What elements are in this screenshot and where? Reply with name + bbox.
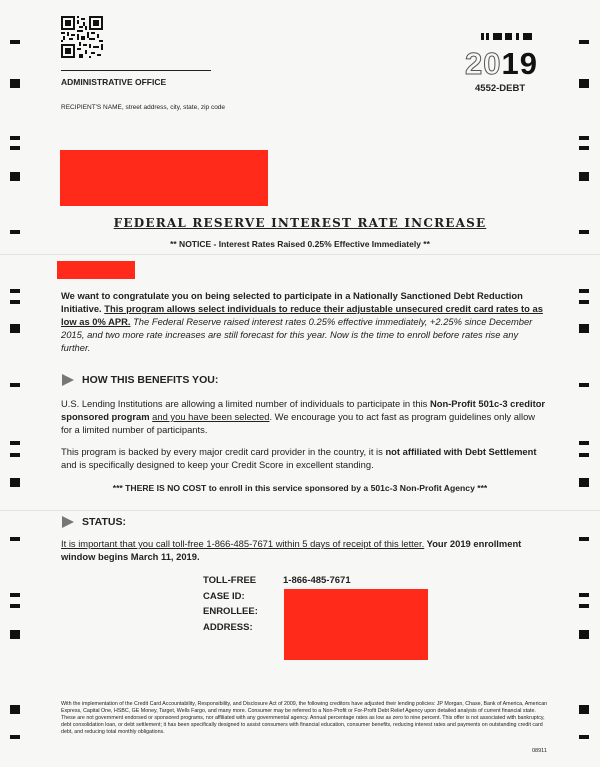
p2-text-a: This program is backed by every major credit card provider in the country, it is — [61, 446, 386, 457]
case-id-label: CASE ID: — [203, 591, 245, 602]
edge-mark — [10, 146, 20, 150]
year-prefix: 20 — [465, 46, 502, 81]
edge-mark — [579, 383, 589, 387]
edge-mark — [579, 136, 589, 140]
fine-print-disclosure: With the implementation of the Credit Card Accountability, Responsibility, and Disclosure Act of 2009, the following creditors have adjusted their lending policies: JP Morgan, Chase, Bank of America, American Express, Capital One, HSBC, GE Money, Target, Wells Fargo, and many more. Consumer may be referred to a Non-Profit or For-Profit Debt Relief Agency upon detailed analysis of current financial state. These are not government endorsed or sponsored programs, nor affiliated with any governmental agency. Annual percentage rates as low as zero to nine percent. This offer is not associated with bankruptcy, debt consolidation loan, or debt settlement; it has been specifically designed to assist consumers with financial education, consumer benefits, reducing interest rates and payments on outstanding credit card debt, and reducing total monthly obligations. — [61, 701, 548, 735]
edge-mark — [10, 630, 20, 639]
tollfree-number: 1-866-485-7671 — [283, 575, 351, 586]
benefits-title: HOW THIS BENEFITS YOU: — [82, 374, 219, 386]
edge-mark — [10, 40, 20, 44]
edge-mark — [579, 79, 589, 88]
status-paragraph — [61, 537, 547, 563]
edge-mark — [579, 441, 589, 445]
no-cost-line: *** THERE IS NO COST to enroll in this service sponsored by a 501c-3 Non-Profit Agency *** — [112, 483, 488, 493]
p2-text-b: not affiliated with Debt Settlement — [385, 446, 537, 457]
edge-mark — [579, 453, 589, 457]
recipient-label: RECIPIENT'S NAME, street address, city, state, zip code — [61, 104, 226, 111]
edge-mark — [10, 300, 20, 304]
scan-fold-line — [0, 254, 600, 255]
office-rule — [61, 70, 211, 71]
status-heading — [62, 516, 126, 528]
edge-mark — [579, 537, 589, 541]
edge-mark — [579, 230, 589, 234]
edge-mark — [10, 172, 20, 181]
edge-mark — [579, 300, 589, 304]
administrative-office-label: ADMINISTRATIVE OFFICE — [61, 77, 167, 87]
form-code: 4552-DEBT — [475, 83, 526, 94]
triangle-arrow-icon — [62, 374, 74, 386]
edge-mark — [579, 593, 589, 597]
status-title: STATUS: — [82, 516, 126, 528]
enrollee-info-redaction — [284, 589, 428, 660]
edge-mark — [10, 735, 20, 739]
p2-text-c: and is specifically designed to keep your Credit Score in excellent standing. — [61, 459, 374, 470]
tax-year — [465, 46, 538, 82]
edge-mark — [10, 79, 20, 88]
edge-mark — [10, 604, 20, 608]
notice: ** NOTICE - Interest Rates Raised 0.25% Effective Immediately ** — [170, 239, 430, 249]
benefits-paragraph-1 — [61, 397, 547, 436]
benefits-heading — [62, 374, 218, 386]
p1-text-d: and you have been selected — [152, 411, 270, 422]
edge-mark — [10, 324, 20, 333]
edge-mark — [10, 593, 20, 597]
enrollee-label: ENROLLEE: — [203, 606, 258, 617]
edge-mark — [10, 136, 20, 140]
edge-mark — [579, 172, 589, 181]
edge-mark — [10, 289, 20, 293]
status-bold: Your 2019 enrollment window begins March 11, 2019. — [61, 538, 522, 562]
edge-mark — [579, 146, 589, 150]
headline: FEDERAL RESERVE INTEREST RATE INCREASE — [113, 216, 487, 230]
year-suffix: 19 — [501, 46, 538, 81]
intro-italic: The Federal Reserve raised interest rates 0.25% effective immediately, +2.25% since December 2015, and two more rate increases are still forecast for this year. Now is the time to enroll before rates rise any further. — [61, 316, 533, 353]
p1-text-a: U.S. Lending Institutions are allowing a limited number of individuals to participate in this — [61, 398, 430, 409]
edge-mark — [579, 40, 589, 44]
edge-mark — [10, 453, 20, 457]
edge-mark — [579, 604, 589, 608]
intro-bold: We want to congratulate you on being selected to participate in a Nationally Sanctioned Debt Reduction Initiative. — [61, 290, 523, 314]
recipient-address-redaction — [60, 150, 268, 206]
p1-text-b: Non-Profit 501c-3 creditor sponsored program — [61, 398, 546, 422]
salutation-redaction — [57, 261, 135, 279]
scan-fold-line — [0, 510, 600, 511]
intro-underlined: This program allows select individuals to reduce their adjustable unsecured credit card rates to as low as 0% APR. — [61, 303, 543, 327]
edge-mark — [10, 383, 20, 387]
edge-mark — [10, 230, 20, 234]
edge-mark — [579, 630, 589, 639]
edge-mark — [579, 735, 589, 739]
edge-mark — [579, 289, 589, 293]
intro-paragraph — [61, 289, 547, 354]
document-code: 08911 — [532, 748, 547, 754]
edge-mark — [10, 441, 20, 445]
benefits-paragraph-2 — [61, 445, 547, 471]
tollfree-label: TOLL-FREE — [203, 575, 257, 586]
p1-text-e: . We encourage you to act fast as program guidelines only allow for a limited number of participants. — [61, 411, 536, 435]
qr-code-icon — [61, 16, 103, 58]
edge-mark — [579, 324, 589, 333]
edge-mark — [10, 705, 20, 714]
edge-mark — [579, 705, 589, 714]
edge-mark — [10, 537, 20, 541]
triangle-arrow-icon — [62, 516, 74, 528]
address-label: ADDRESS: — [203, 622, 253, 633]
status-underlined: It is important that you call toll-free 1-866-485-7671 within 5 days of receipt of this letter. — [61, 538, 425, 549]
